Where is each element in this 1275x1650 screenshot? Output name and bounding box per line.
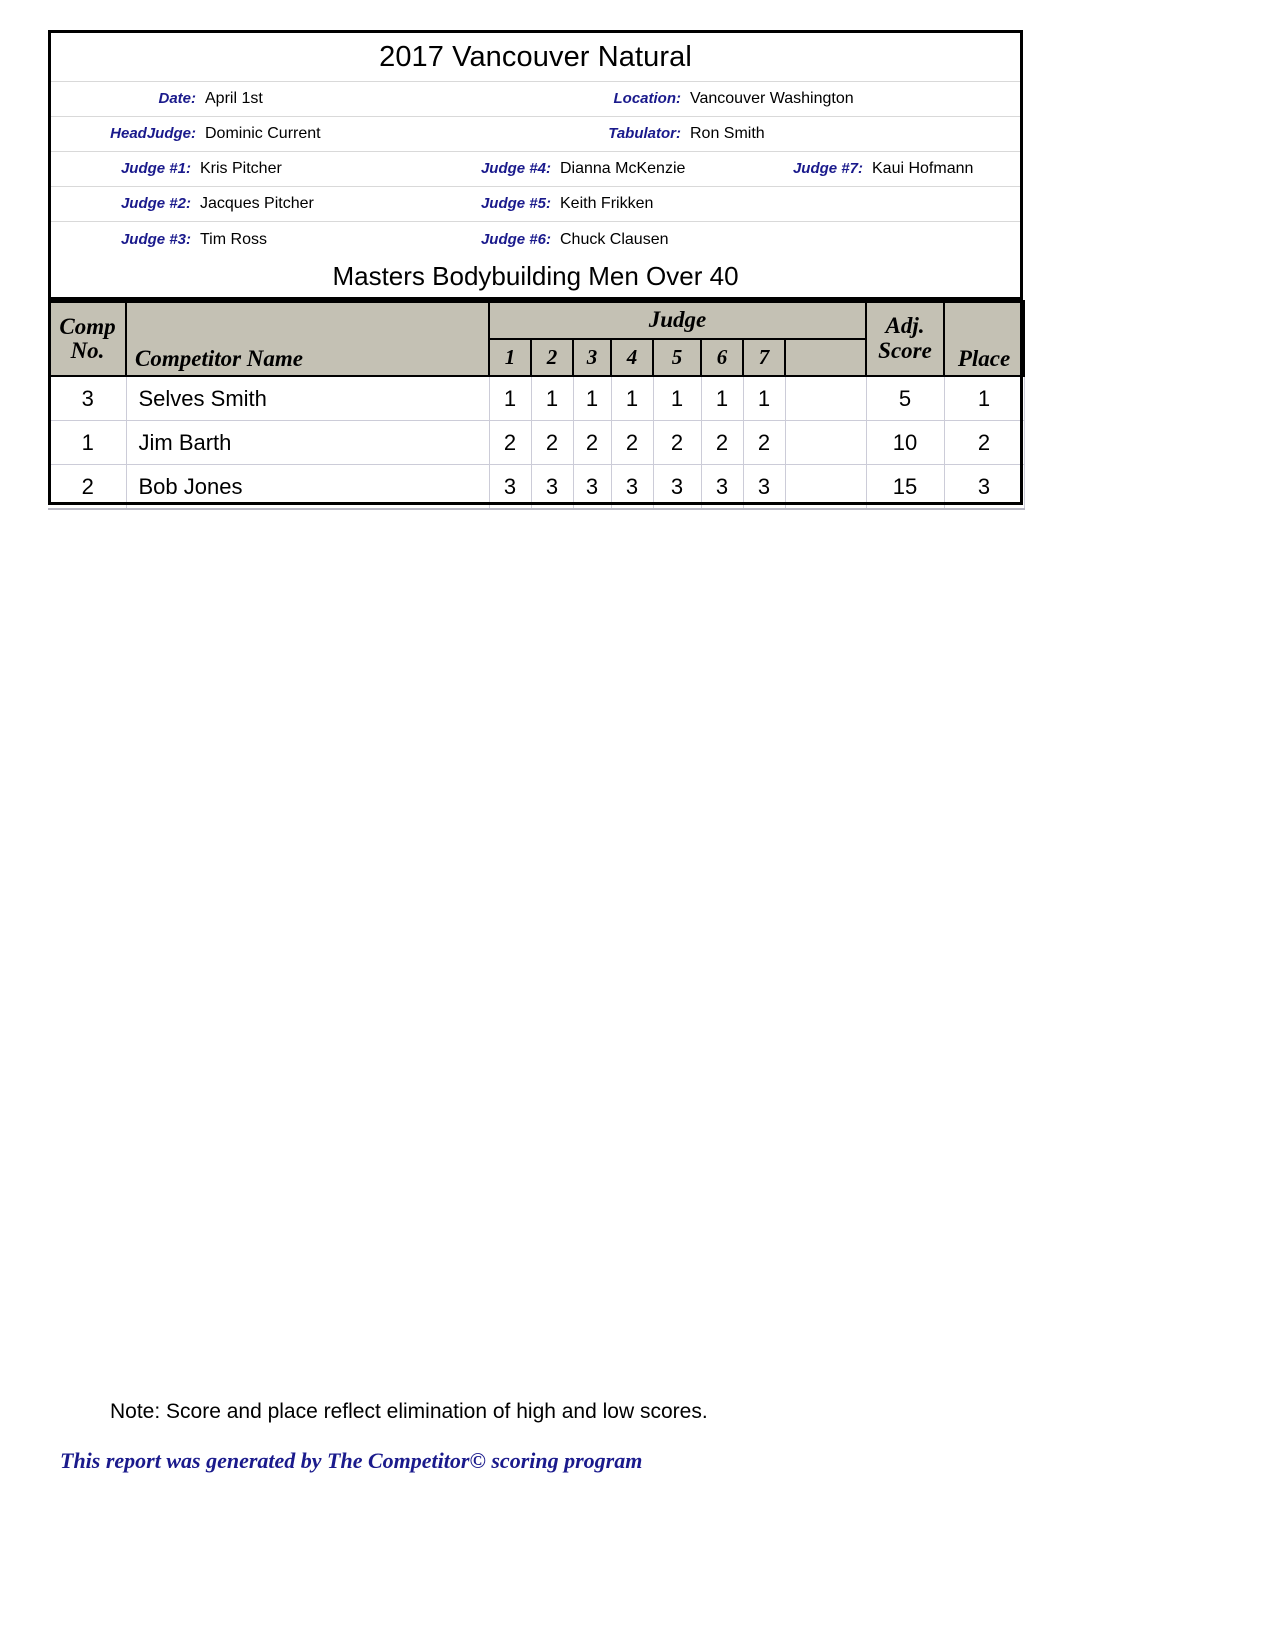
cell-competitor-name: Selves Smith: [126, 376, 489, 421]
cell-adj-score: 15: [866, 465, 944, 510]
cell-judge-5-score: 3: [653, 465, 701, 510]
header-judge-6: 6: [701, 339, 743, 376]
header-adj-score-line2: Score: [878, 337, 932, 363]
cell-judge-7-score: 1: [743, 376, 785, 421]
scores-table: [48, 300, 1025, 510]
judge-3-field: [51, 231, 411, 249]
header-judge-2: 2: [531, 339, 573, 376]
headjudge-value: Dominic Current: [205, 125, 321, 142]
headjudge-label: HeadJudge:: [110, 125, 196, 142]
judge-6-label: Judge #6:: [480, 230, 551, 248]
headjudge-field: [51, 125, 544, 143]
header-judge-7: 7: [743, 339, 785, 376]
location-field: [544, 90, 1020, 108]
location-value: Vancouver Washington: [690, 90, 854, 107]
judge-1-label: Judge #1:: [120, 160, 191, 177]
category-bar: [48, 255, 1023, 300]
judge-2-label: Judge #2:: [120, 195, 191, 212]
cell-comp-no: 2: [49, 465, 126, 510]
judge-7-name: Kaui Hofmann: [872, 160, 974, 177]
table-row[interactable]: [49, 465, 1024, 510]
judge-6-name: Chuck Clausen: [560, 230, 669, 248]
tabulator-label: Tabulator:: [608, 125, 681, 142]
cell-competitor-name: Bob Jones: [126, 465, 489, 510]
cell-judge-6-score: 3: [701, 465, 743, 510]
cell-judge-7-score: 3: [743, 465, 785, 510]
table-row[interactable]: [49, 421, 1024, 465]
cell-blank: [785, 465, 866, 510]
event-header-block: [48, 30, 1023, 260]
cell-judge-2-score: 1: [531, 376, 573, 421]
header-judge-blank: [785, 339, 866, 376]
cell-judge-1-score: 3: [489, 465, 531, 510]
cell-place: 1: [944, 376, 1024, 421]
date-value: April 1st: [205, 90, 263, 107]
header-comp-no-line2: No.: [70, 337, 105, 363]
header-comp-no-line1: Comp: [59, 314, 116, 340]
score-note: Note: Score and place reflect elimination of high and low scores.: [110, 1400, 708, 1423]
headjudge-tabulator-row: [51, 117, 1020, 152]
judge-4-label: Judge #4:: [480, 160, 551, 177]
header-judge-3: 3: [573, 339, 611, 376]
cell-judge-1-score: 1: [489, 376, 531, 421]
header-row-top: [49, 301, 1024, 339]
date-field: [51, 90, 544, 108]
judge-5-label: Judge #5:: [480, 195, 551, 212]
cell-comp-no: 1: [49, 421, 126, 465]
header-comp-no: [49, 301, 126, 376]
header-competitor-name: Competitor Name: [126, 301, 489, 376]
location-label: Location:: [613, 90, 681, 107]
cell-blank: [785, 376, 866, 421]
header-judge-1: 1: [489, 339, 531, 376]
judge-4-field: [411, 160, 731, 178]
cell-adj-score: 10: [866, 421, 944, 465]
cell-judge-5-score: 2: [653, 421, 701, 465]
generated-by-line: This report was generated by The Competitor© scoring program: [60, 1448, 643, 1473]
cell-judge-2-score: 2: [531, 421, 573, 465]
header-place: Place: [944, 301, 1024, 376]
cell-place: 2: [944, 421, 1024, 465]
judge-1-field: [51, 160, 411, 178]
cell-judge-5-score: 1: [653, 376, 701, 421]
judge-5-field: [411, 195, 731, 213]
tabulator-value: Ron Smith: [690, 125, 765, 142]
header-judge-4: 4: [611, 339, 653, 376]
judge-7-label: Judge #7:: [792, 160, 863, 177]
scores-table-body: [49, 376, 1024, 509]
cell-blank: [785, 421, 866, 465]
judge-6-field: [411, 231, 731, 249]
cell-judge-3-score: 2: [573, 421, 611, 465]
cell-judge-6-score: 1: [701, 376, 743, 421]
cell-judge-4-score: 3: [611, 465, 653, 510]
cell-judge-1-score: 2: [489, 421, 531, 465]
cell-judge-3-score: 1: [573, 376, 611, 421]
cell-judge-4-score: 1: [611, 376, 653, 421]
event-title: 2017 Vancouver Natural: [51, 33, 1020, 82]
cell-place: 3: [944, 465, 1024, 510]
cell-judge-7-score: 2: [743, 421, 785, 465]
judge-3-name: Tim Ross: [200, 230, 267, 248]
cell-comp-no: 3: [49, 376, 126, 421]
header-adj-score-line1: Adj.: [885, 313, 925, 339]
header-adj-score: [866, 301, 944, 376]
tabulator-field: [544, 125, 1020, 143]
cell-judge-2-score: 3: [531, 465, 573, 510]
cell-competitor-name: Jim Barth: [126, 421, 489, 465]
judge-row-2: [51, 187, 1020, 222]
date-location-row: [51, 82, 1020, 117]
scores-table-wrap: [48, 300, 1023, 510]
header-judge-5: 5: [653, 339, 701, 376]
table-row[interactable]: [49, 376, 1024, 421]
cell-judge-3-score: 3: [573, 465, 611, 510]
header-judge-group: Judge: [489, 301, 866, 339]
judge-2-field: [51, 195, 411, 213]
cell-adj-score: 5: [866, 376, 944, 421]
judge-7-field: [731, 160, 1020, 178]
judge-1-name: Kris Pitcher: [200, 160, 282, 177]
judge-4-name: Dianna McKenzie: [560, 160, 686, 177]
judge-3-label: Judge #3:: [120, 230, 191, 248]
judge-row-1: [51, 152, 1020, 187]
cell-judge-6-score: 2: [701, 421, 743, 465]
judge-5-name: Keith Frikken: [560, 195, 654, 212]
category-title: Masters Bodybuilding Men Over 40: [332, 261, 739, 291]
date-label: Date:: [158, 90, 196, 107]
scores-table-head: [49, 301, 1024, 376]
cell-judge-4-score: 2: [611, 421, 653, 465]
judge-row-3: [51, 222, 1020, 257]
judge-2-name: Jacques Pitcher: [200, 195, 314, 212]
